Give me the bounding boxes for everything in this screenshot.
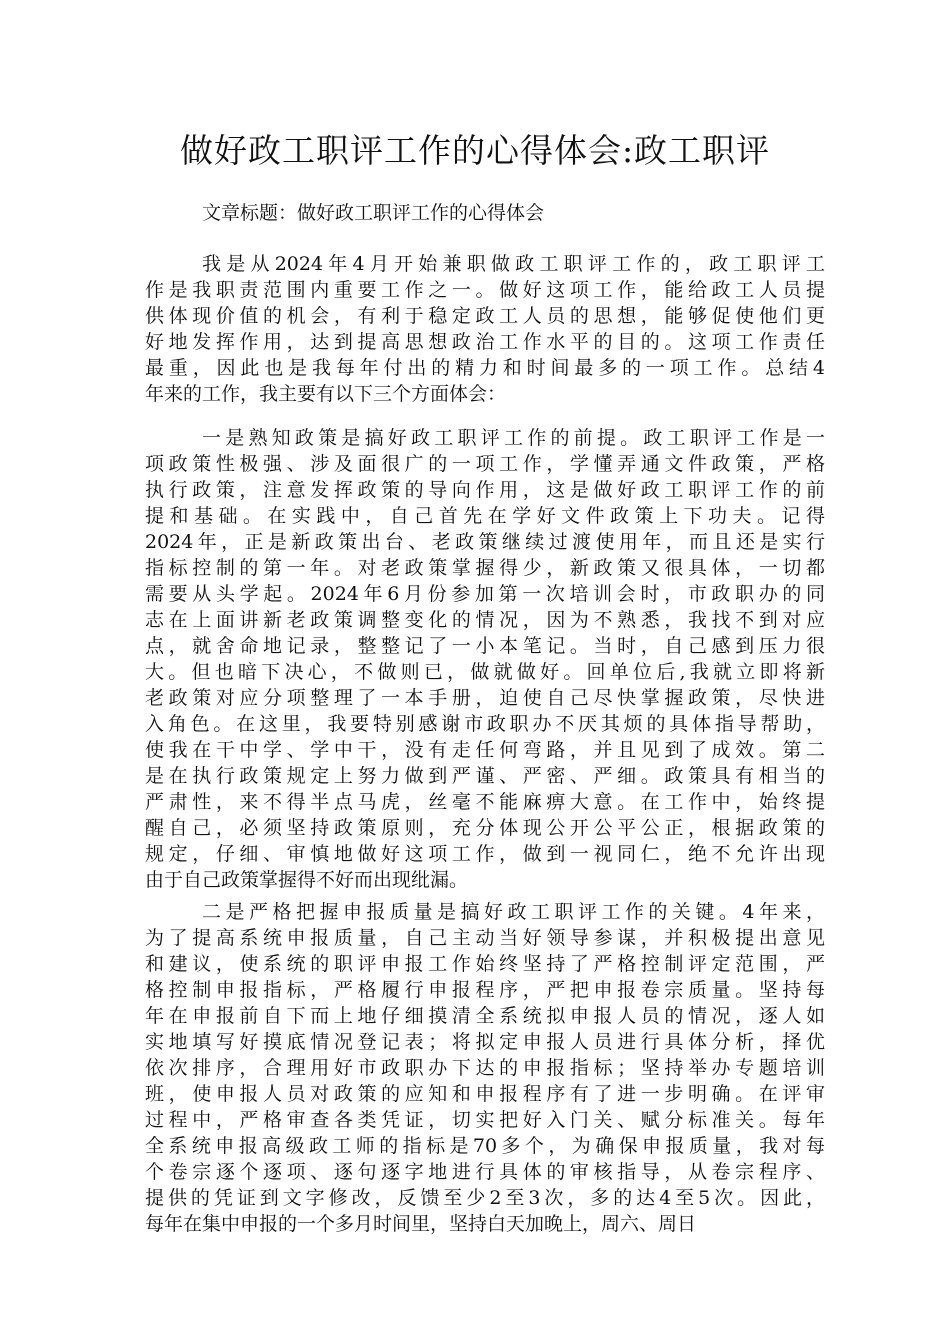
paragraph-line: 个卷宗逐个逐项、逐句逐字地进行具体的审核指导，从卷宗程序、: [145, 1161, 825, 1183]
paragraph-line: 醒自己，必须坚持政策原则，充分体现公开公平公正，根据政策的: [145, 817, 825, 839]
paragraph-line: 为了提高系统申报质量，自己主动当好领导参谋，并积极提出意见: [145, 927, 825, 949]
paragraph-line: 点，就舍命地记录，整整记了一小本笔记。当时，自己感到压力很: [145, 635, 825, 657]
paragraph-line: 好地发挥作用，达到提高思想政治工作水平的目的。这项工作责任: [145, 331, 825, 353]
paragraph-line: 项政策性极强、涉及面很广的一项工作，学懂弄通文件政策，严格: [145, 453, 825, 475]
paragraph-line: 提供的凭证到文字修改，反馈至少2至3次，多的达4至5次。因此，: [145, 1187, 825, 1209]
paragraph-line: 依次排序，合理用好市政职办下达的申报指标；坚持举办专题培训: [145, 1057, 825, 1079]
paragraph-line: 我是从2024年4月开始兼职做政工职评工作的，政工职评工: [202, 253, 825, 275]
paragraph-line: 2024年，正是新政策出台、老政策继续过渡使用年，而且还是实行: [145, 531, 825, 553]
paragraph-line: 志在上面讲新老政策调整变化的情况，因为不熟悉，我找不到对应: [145, 609, 825, 631]
paragraph-line: 入角色。在这里，我要特别感谢市政职办不厌其烦的具体指导帮助，: [145, 713, 825, 735]
paragraph-line: 过程中，严格审查各类凭证，切实把好入门关、赋分标准关。每年: [145, 1109, 825, 1131]
paragraph-line: 执行政策，注意发挥政策的导向作用，这是做好政工职评工作的前: [145, 479, 825, 501]
article-subtitle: 文章标题：做好政工职评工作的心得体会: [202, 202, 545, 224]
paragraph-line: 使我在干中学、学中干，没有走任何弯路，并且见到了成效。第二: [145, 739, 825, 761]
paragraph-line: 每年在集中申报的一个多月时间里，坚持白天加晚上，周六、周日: [145, 1213, 697, 1235]
paragraph-line: 大。但也暗下决心，不做则已，做就做好。回单位后,我就立即将新: [145, 661, 825, 683]
paragraph-intro: [145, 251, 825, 407]
paragraph-line: 提和基础。在实践中，自己首先在学好文件政策上下功夫。记得: [145, 505, 825, 527]
paragraph-line: 是在执行政策规定上努力做到严谨、严密、严细。政策具有相当的: [145, 765, 825, 787]
paragraph-line: 规定，仔细、审慎地做好这项工作，做到一视同仁，绝不允许出现: [145, 843, 825, 865]
paragraph-line: 年来的工作，我主要有以下三个方面体会：: [145, 383, 507, 405]
paragraph-line: 班，使申报人员对政策的应知和申报程序有了进一步明确。在评审: [145, 1083, 825, 1105]
paragraph-line: 二是严格把握申报质量是搞好政工职评工作的关键。4年来，: [202, 901, 825, 923]
paragraph-line: 一是熟知政策是搞好政工职评工作的前提。政工职评工作是一: [202, 427, 825, 449]
paragraph-line: 需要从头学起。2024年6月份参加第一次培训会时，市政职办的同: [145, 583, 825, 605]
paragraph-line: 全系统申报高级政工师的指标是70多个，为确保申报质量，我对每: [145, 1135, 825, 1157]
paragraph-quality: [145, 899, 825, 1237]
paragraph-line: 由于自己政策掌握得不好而出现纰漏。: [145, 869, 469, 891]
paragraph-policy: [145, 425, 825, 893]
paragraph-line: 格控制申报指标，严格履行申报程序，严把申报卷宗质量。坚持每: [145, 979, 825, 1001]
paragraph-line: 严肃性，来不得半点马虎，丝毫不能麻痹大意。在工作中，始终提: [145, 791, 825, 813]
paragraph-line: 最重，因此也是我每年付出的精力和时间最多的一项工作。总结4: [145, 357, 825, 379]
paragraph-line: 和建议，使系统的职评申报工作始终坚持了严格控制评定范围，严: [145, 953, 825, 975]
paragraph-line: 老政策对应分项整理了一本手册，迫使自己尽快掌握政策，尽快进: [145, 687, 825, 709]
paragraph-line: 年在申报前自下而上地仔细摸清全系统拟申报人员的情况，逐人如: [145, 1005, 825, 1027]
paragraph-line: 供体现价值的机会，有利于稳定政工人员的思想，能够促使他们更: [145, 305, 825, 327]
paragraph-line: 实地填写好摸底情况登记表；将拟定申报人员进行具体分析，择优: [145, 1031, 825, 1053]
paragraph-line: 作是我职责范围内重要工作之一。做好这项工作，能给政工人员提: [145, 279, 825, 301]
page-title: 做好政工职评工作的心得体会:政工职评: [179, 131, 771, 170]
paragraph-line: 指标控制的第一年。对老政策掌握得少，新政策又很具体，一切都: [145, 557, 825, 579]
